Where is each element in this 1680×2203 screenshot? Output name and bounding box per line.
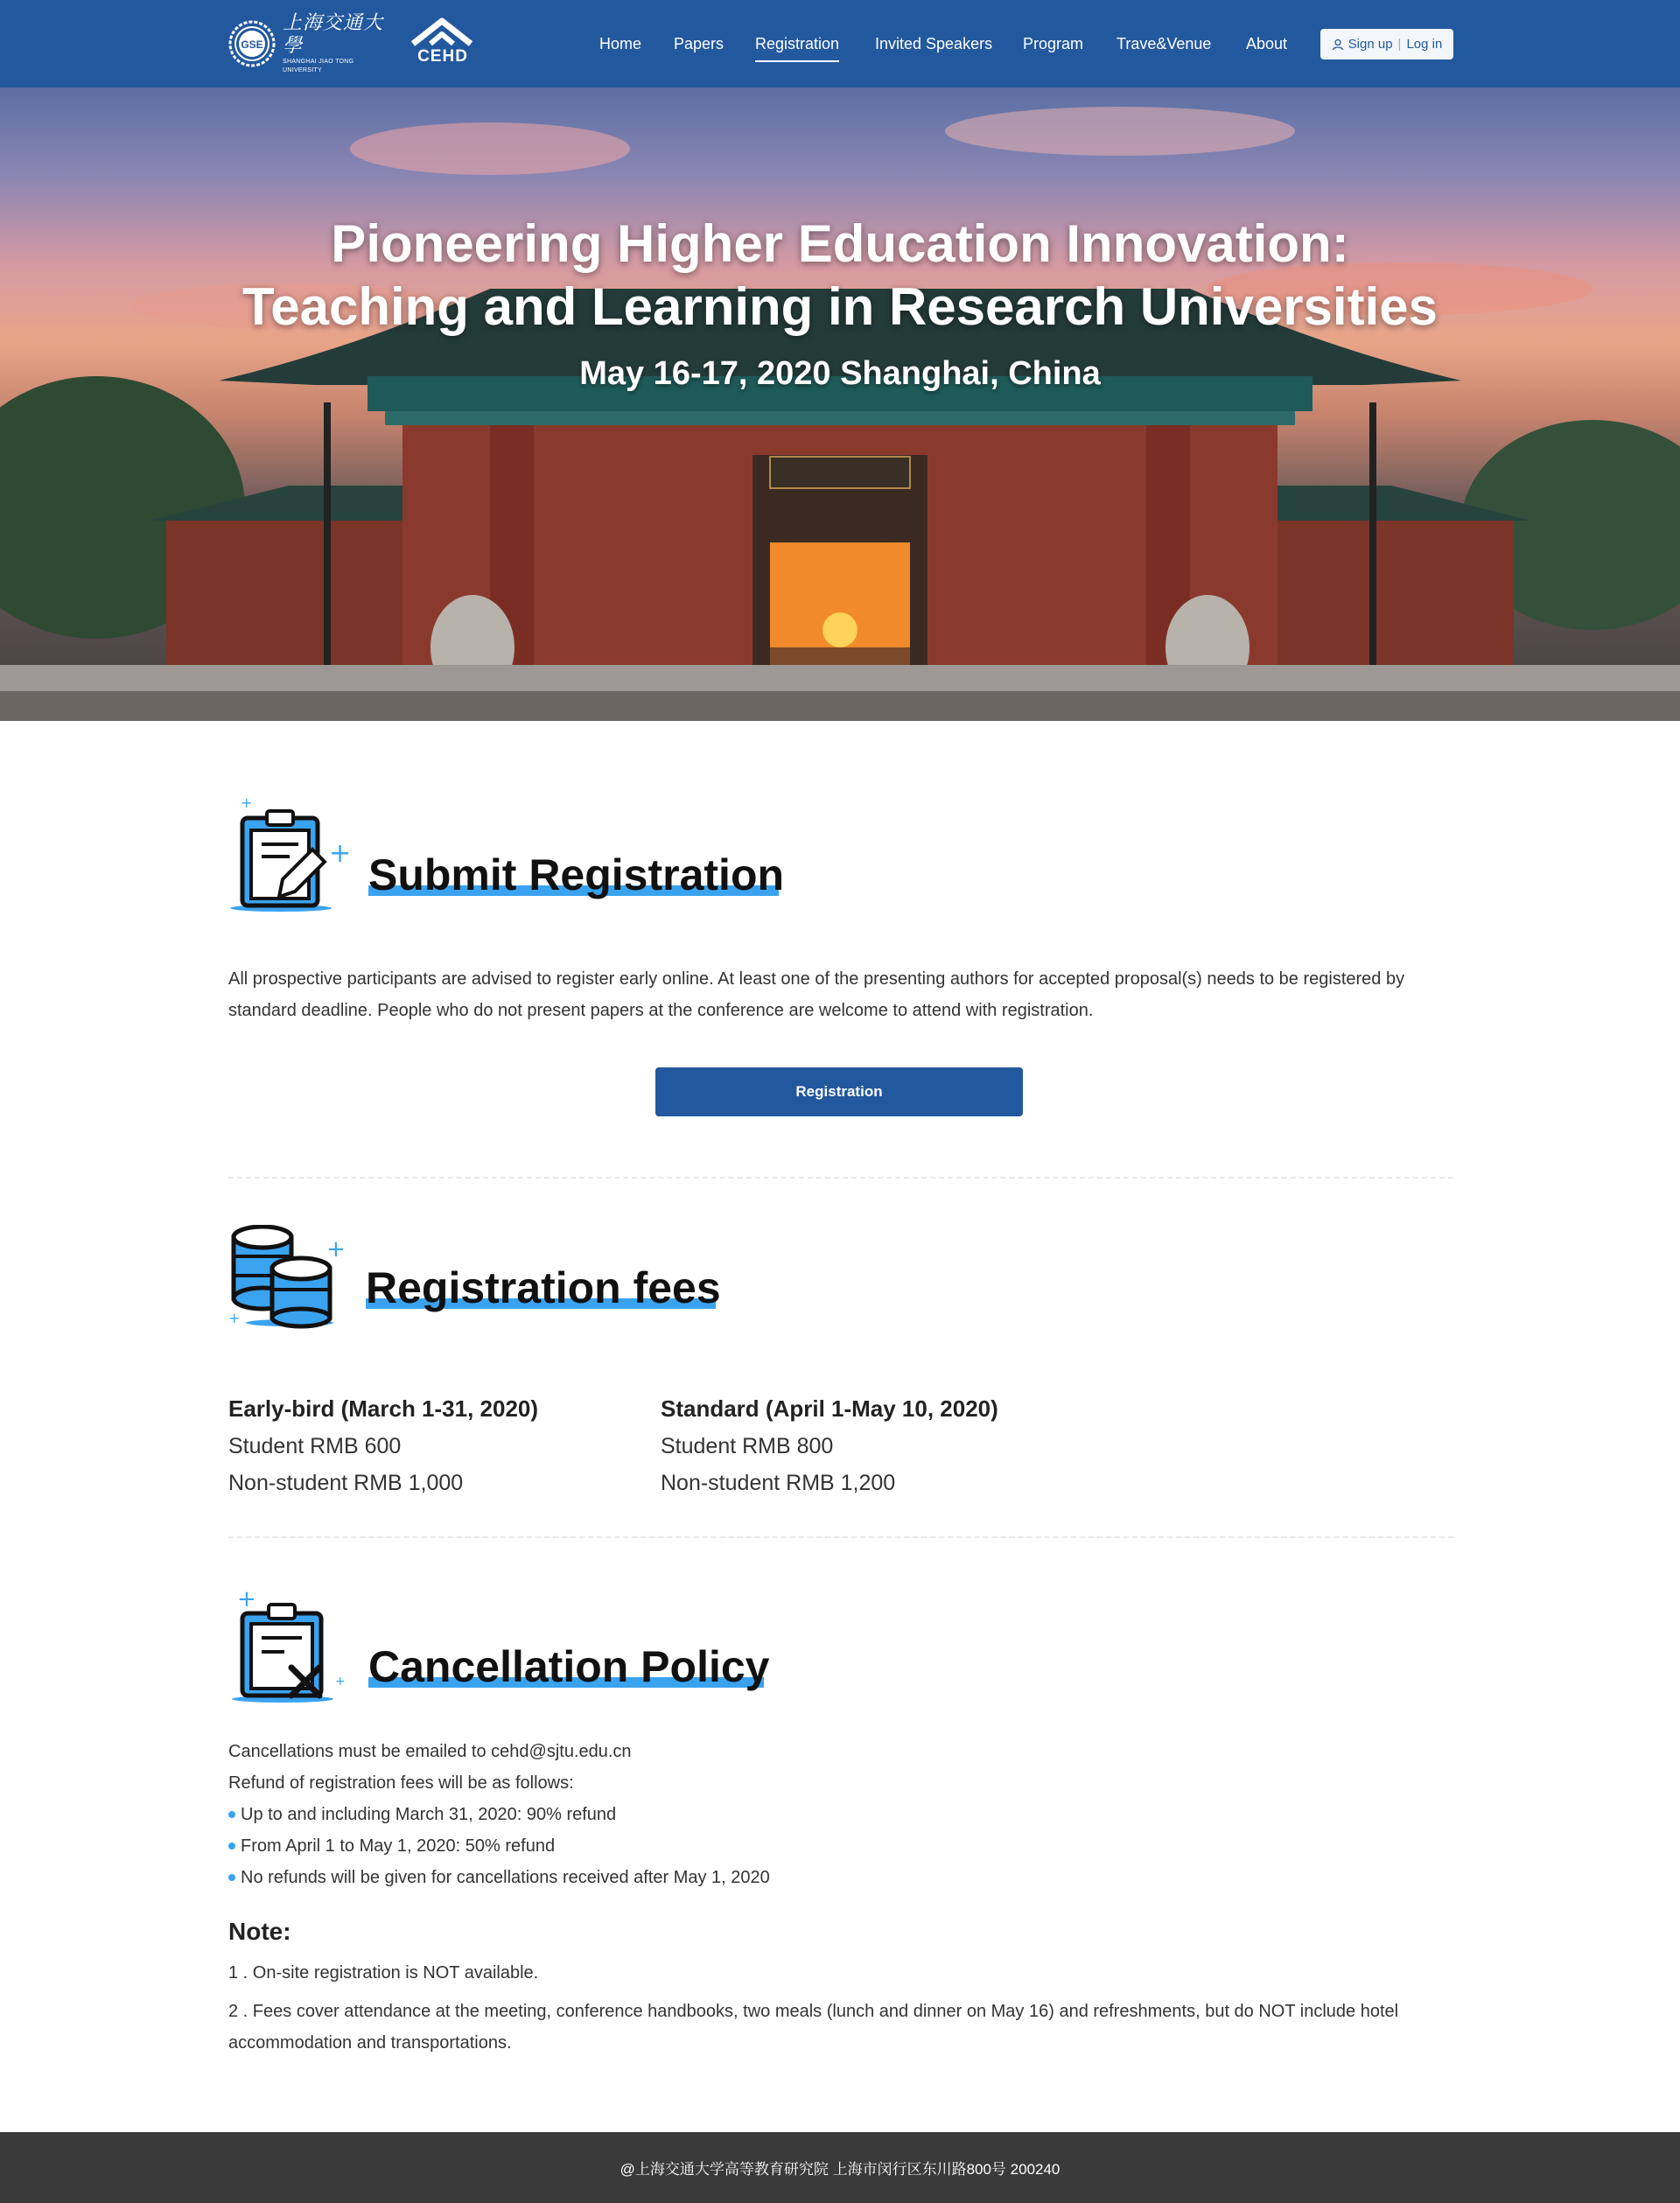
nav-travel-venue[interactable]: Trave&Venue bbox=[1116, 35, 1212, 52]
sjtu-logo-cn: 上海交通大學 bbox=[283, 12, 384, 57]
auth-box bbox=[1320, 29, 1453, 59]
sjtu-logo[interactable] bbox=[228, 12, 395, 73]
top-header bbox=[0, 0, 1680, 87]
cancellation-policy-title: Cancellation Policy bbox=[368, 1642, 770, 1691]
nav-home[interactable]: Home bbox=[599, 35, 642, 52]
registration-fees-title: Registration fees bbox=[366, 1263, 721, 1312]
registration-fees-header bbox=[228, 1225, 1453, 1347]
svg-text:+: + bbox=[329, 838, 352, 869]
page-footer bbox=[0, 2132, 1680, 2203]
user-icon bbox=[1332, 38, 1344, 51]
cancellation-policy-header bbox=[228, 1584, 1453, 1706]
clipboard-pencil-icon bbox=[228, 792, 360, 914]
refund-bullet: From April 1 to May 1, 2020: 50% refund bbox=[228, 1830, 1453, 1862]
hero-date-location: May 16-17, 2020 Shanghai, China bbox=[579, 355, 1101, 392]
nav-papers[interactable]: Papers bbox=[674, 35, 724, 52]
svg-text:+: + bbox=[241, 794, 253, 811]
sjtu-logo-en: SHANGHAI JIAO TONG UNIVERSITY bbox=[283, 59, 354, 73]
gse-seal-icon bbox=[228, 20, 276, 67]
footer-address: @上海交通大学高等教育研究院 上海市闵行区东川路800号 200240 bbox=[620, 2161, 1060, 2178]
nav-program[interactable]: Program bbox=[1023, 35, 1084, 52]
svg-text:+: + bbox=[237, 1586, 256, 1612]
cehd-logo-text: CEHD bbox=[417, 47, 468, 66]
svg-text:GSE: GSE bbox=[241, 38, 263, 51]
standard-heading: Standard (April 1-May 10, 2020) bbox=[661, 1395, 998, 1422]
svg-text:+: + bbox=[228, 1310, 241, 1326]
cehd-roof-icon bbox=[410, 17, 474, 47]
standard-nonstudent: Non-student RMB 1,200 bbox=[661, 1471, 896, 1495]
early-bird-student: Student RMB 600 bbox=[228, 1434, 402, 1458]
submit-registration-title: Submit Registration bbox=[368, 850, 785, 899]
standard-fees bbox=[661, 1389, 998, 1501]
note-heading: Note: bbox=[228, 1918, 291, 1945]
clipboard-cross-icon bbox=[228, 1584, 360, 1706]
nav-registration[interactable]: Registration bbox=[755, 35, 840, 52]
standard-student: Student RMB 800 bbox=[661, 1434, 834, 1458]
campus-gate-illustration bbox=[0, 87, 1680, 721]
submit-registration-text: All prospective participants are advised to register early online. At least one of the presenting authors for accepted proposal(s) needs to be registered by standard deadline. People who do not present papers at the conference are welcome to attend with registration. bbox=[228, 969, 1405, 1020]
early-bird-fees bbox=[228, 1389, 538, 1501]
section-divider bbox=[228, 1536, 1453, 1538]
auth-separator: | bbox=[1397, 37, 1402, 52]
nav-invited-speakers[interactable]: Invited Speakers bbox=[875, 35, 993, 52]
section-divider bbox=[228, 1177, 1453, 1178]
refund-bullet: Up to and including March 31, 2020: 90% refund bbox=[228, 1799, 1453, 1830]
hero-title-line1: Pioneering Higher Education Innovation: bbox=[331, 214, 1349, 273]
note-list bbox=[228, 1957, 1453, 2066]
svg-text:+: + bbox=[326, 1236, 346, 1262]
cehd-logo[interactable] bbox=[410, 17, 474, 66]
cancellation-email-line: Cancellations must be emailed to cehd@sjtu.edu.cn bbox=[228, 1742, 632, 1761]
signup-link[interactable]: Sign up bbox=[1348, 37, 1393, 52]
note-item: 1 . On-site registration is NOT available. bbox=[228, 1963, 539, 1983]
cancellation-policy-text bbox=[228, 1736, 1453, 1893]
login-link[interactable]: Log in bbox=[1406, 37, 1443, 52]
svg-text:+: + bbox=[335, 1675, 346, 1689]
submit-registration-header bbox=[228, 792, 1453, 914]
refund-intro-line: Refund of registration fees will be as follows: bbox=[228, 1773, 574, 1793]
nav-about[interactable]: About bbox=[1246, 35, 1288, 52]
note-item: 2 . Fees cover attendance at the meeting, conference handbooks, two meals (lunch and dinner on May 16) and refreshments, but do NOT include hotel accommodation and transportations. bbox=[228, 2002, 1399, 2053]
hero-banner bbox=[0, 87, 1680, 721]
early-bird-nonstudent: Non-student RMB 1,000 bbox=[228, 1471, 464, 1495]
hero-title-line2: Teaching and Learning in Research Universities bbox=[242, 277, 1438, 336]
refund-bullet: No refunds will be given for cancellations received after May 1, 2020 bbox=[228, 1862, 1453, 1893]
coins-icon bbox=[228, 1225, 360, 1330]
registration-button[interactable]: Registration bbox=[655, 1067, 1023, 1116]
early-bird-heading: Early-bird (March 1-31, 2020) bbox=[228, 1395, 539, 1422]
